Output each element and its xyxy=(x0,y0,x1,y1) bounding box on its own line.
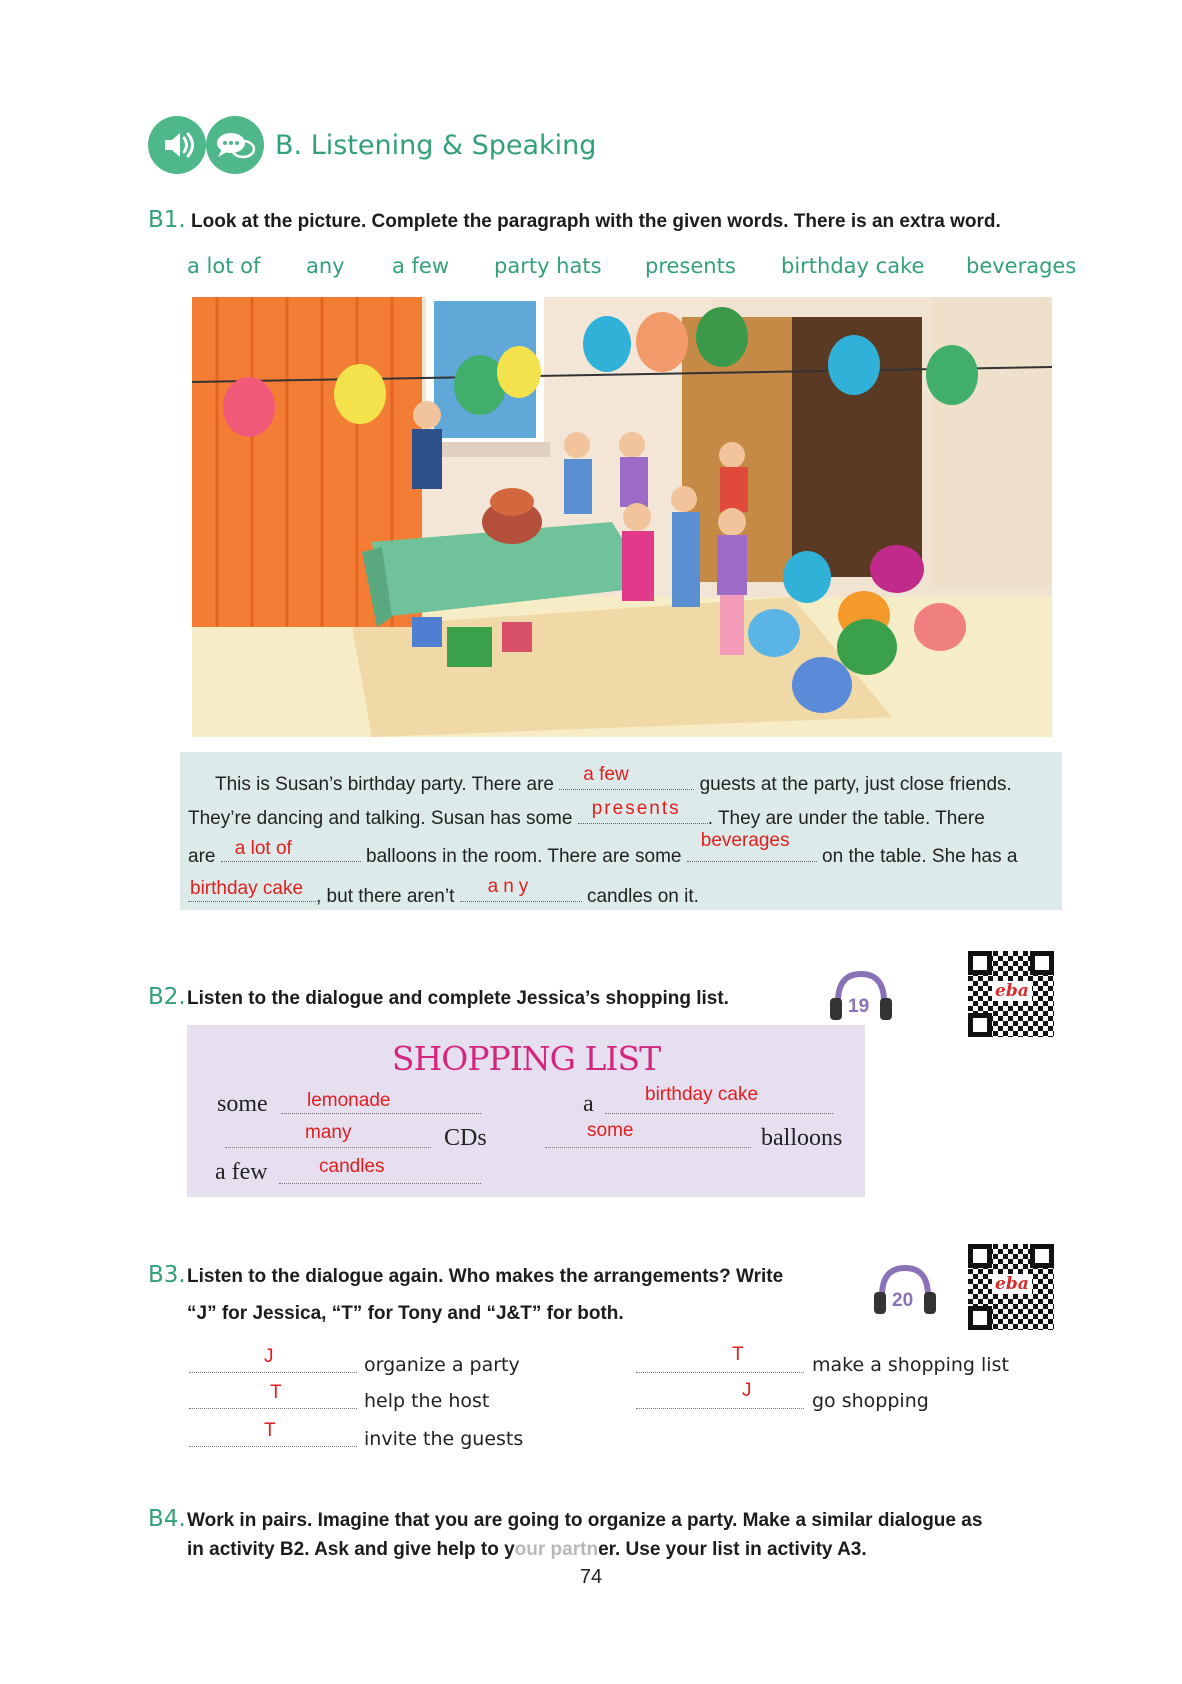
arrangement-item: invite the guests xyxy=(364,1428,524,1450)
paragraph-text: are xyxy=(188,846,216,867)
answer-text: birthday cake xyxy=(645,1084,759,1105)
track-number: 20 xyxy=(892,1290,914,1311)
list-word: a few xyxy=(215,1159,268,1185)
answer-blank[interactable] xyxy=(188,880,316,902)
qr-badge: eba xyxy=(992,1274,1032,1294)
answer-blank[interactable] xyxy=(578,798,708,824)
answer-text: a few xyxy=(583,764,629,785)
b2-label: B2. xyxy=(148,984,186,1010)
paragraph-line-3 xyxy=(188,830,1018,868)
headphones-icon[interactable] xyxy=(870,1262,940,1318)
b3-label: B3. xyxy=(148,1262,186,1288)
arrangement-item: help the host xyxy=(364,1390,490,1412)
b3-instruction-line-2: “J” for Jessica, “T” for Tony and “J&T” for both. xyxy=(187,1303,624,1324)
answer-text: lemonade xyxy=(307,1090,391,1111)
b1-label: B1. xyxy=(148,207,186,233)
paragraph-line-1 xyxy=(215,764,1012,796)
answer-text: candles xyxy=(319,1156,385,1177)
list-word: balloons xyxy=(761,1125,843,1151)
answer-blank[interactable] xyxy=(189,1372,357,1373)
headphones-icon[interactable] xyxy=(826,968,896,1024)
word-bank-item: a few xyxy=(392,254,450,278)
word-bank-item: party hats xyxy=(494,254,602,278)
word-bank-item: a lot of xyxy=(187,254,261,278)
word-bank-item: beverages xyxy=(966,254,1077,278)
answer-blank[interactable] xyxy=(460,876,582,902)
paragraph-text: on the table. She has a xyxy=(822,846,1018,867)
b4-text: in activity B2. Ask and give help to y xyxy=(187,1539,515,1560)
speech-bubbles-icon xyxy=(206,116,264,174)
paragraph-text: . They are under the table. There xyxy=(707,808,985,829)
answer-blank[interactable] xyxy=(221,840,361,862)
answer-blank[interactable] xyxy=(189,1408,357,1409)
answer-blank[interactable] xyxy=(687,830,817,862)
answer-text: beverages xyxy=(700,830,790,851)
paragraph-text: They’re dancing and talking. Susan has some xyxy=(188,808,573,829)
answer-text: many xyxy=(305,1122,352,1143)
answer-text: T xyxy=(732,1344,744,1365)
speaker-icon xyxy=(148,116,206,174)
paragraph-box xyxy=(180,752,1062,910)
qr-code[interactable] xyxy=(968,1244,1054,1330)
answer-text: a lot of xyxy=(234,838,292,859)
paragraph-text: balloons in the room. There are some xyxy=(366,846,682,867)
list-word: CDs xyxy=(444,1125,487,1151)
answer-text: J xyxy=(264,1346,274,1367)
paragraph-text: This is Susan’s birthday party. There are xyxy=(215,774,554,795)
shopping-list xyxy=(187,1025,865,1197)
answer-text: birthday cake xyxy=(190,878,304,899)
answer-blank[interactable] xyxy=(225,1147,431,1148)
answer-blank[interactable] xyxy=(636,1372,804,1373)
b3-instruction-line-1: Listen to the dialogue again. Who makes the arrangements? Write xyxy=(187,1266,784,1287)
arrangement-item: make a shopping list xyxy=(812,1354,1009,1376)
word-bank-item: any xyxy=(306,254,345,278)
paragraph-line-4 xyxy=(188,876,699,908)
b4-text-faded: our partn xyxy=(514,1539,599,1560)
paragraph-text: guests at the party, just close friends. xyxy=(699,774,1012,795)
answer-text: J xyxy=(742,1380,752,1401)
list-word: a xyxy=(583,1091,594,1117)
qr-code[interactable] xyxy=(968,951,1054,1037)
page-number: 74 xyxy=(579,1566,603,1588)
answer-text: presents xyxy=(591,798,681,819)
word-bank-item: birthday cake xyxy=(781,254,925,278)
shopping-list-title: SHOPPING LIST xyxy=(391,1039,661,1078)
b4-instruction-line-1: Work in pairs. Imagine that you are going to organize a party. Make a similar dialogue as xyxy=(187,1510,983,1531)
b4-instruction-line-2 xyxy=(187,1539,867,1561)
paragraph-text: candles on it. xyxy=(586,886,699,907)
party-illustration xyxy=(192,297,1052,737)
b2-instruction: Listen to the dialogue and complete Jessica’s shopping list. xyxy=(187,988,729,1009)
qr-badge: eba xyxy=(992,981,1032,1001)
arrangement-item: go shopping xyxy=(812,1390,929,1412)
track-number: 19 xyxy=(848,996,870,1017)
section-title: B. Listening & Speaking xyxy=(275,130,597,161)
answer-text: T xyxy=(264,1420,276,1441)
arrangement-item: organize a party xyxy=(364,1354,520,1376)
answer-blank[interactable] xyxy=(279,1183,481,1184)
answer-blank[interactable] xyxy=(636,1408,804,1409)
answer-text: T xyxy=(270,1382,282,1403)
b4-label: B4. xyxy=(148,1506,186,1532)
paragraph-text: , but there aren’t xyxy=(316,886,455,907)
list-word: some xyxy=(217,1091,268,1117)
answer-blank[interactable] xyxy=(281,1113,481,1114)
b4-text: er. Use your list in activity A3. xyxy=(598,1539,867,1560)
paragraph-line-2 xyxy=(188,798,985,830)
answer-text: some xyxy=(587,1120,634,1141)
answer-blank[interactable] xyxy=(545,1147,751,1148)
answer-text: any xyxy=(487,876,534,897)
answer-blank[interactable] xyxy=(605,1113,833,1114)
word-bank-item: presents xyxy=(645,254,736,278)
b1-instruction: Look at the picture. Complete the paragraph with the given words. There is an extra word. xyxy=(191,211,1001,232)
answer-blank[interactable] xyxy=(189,1446,357,1447)
answer-blank[interactable] xyxy=(559,764,694,790)
